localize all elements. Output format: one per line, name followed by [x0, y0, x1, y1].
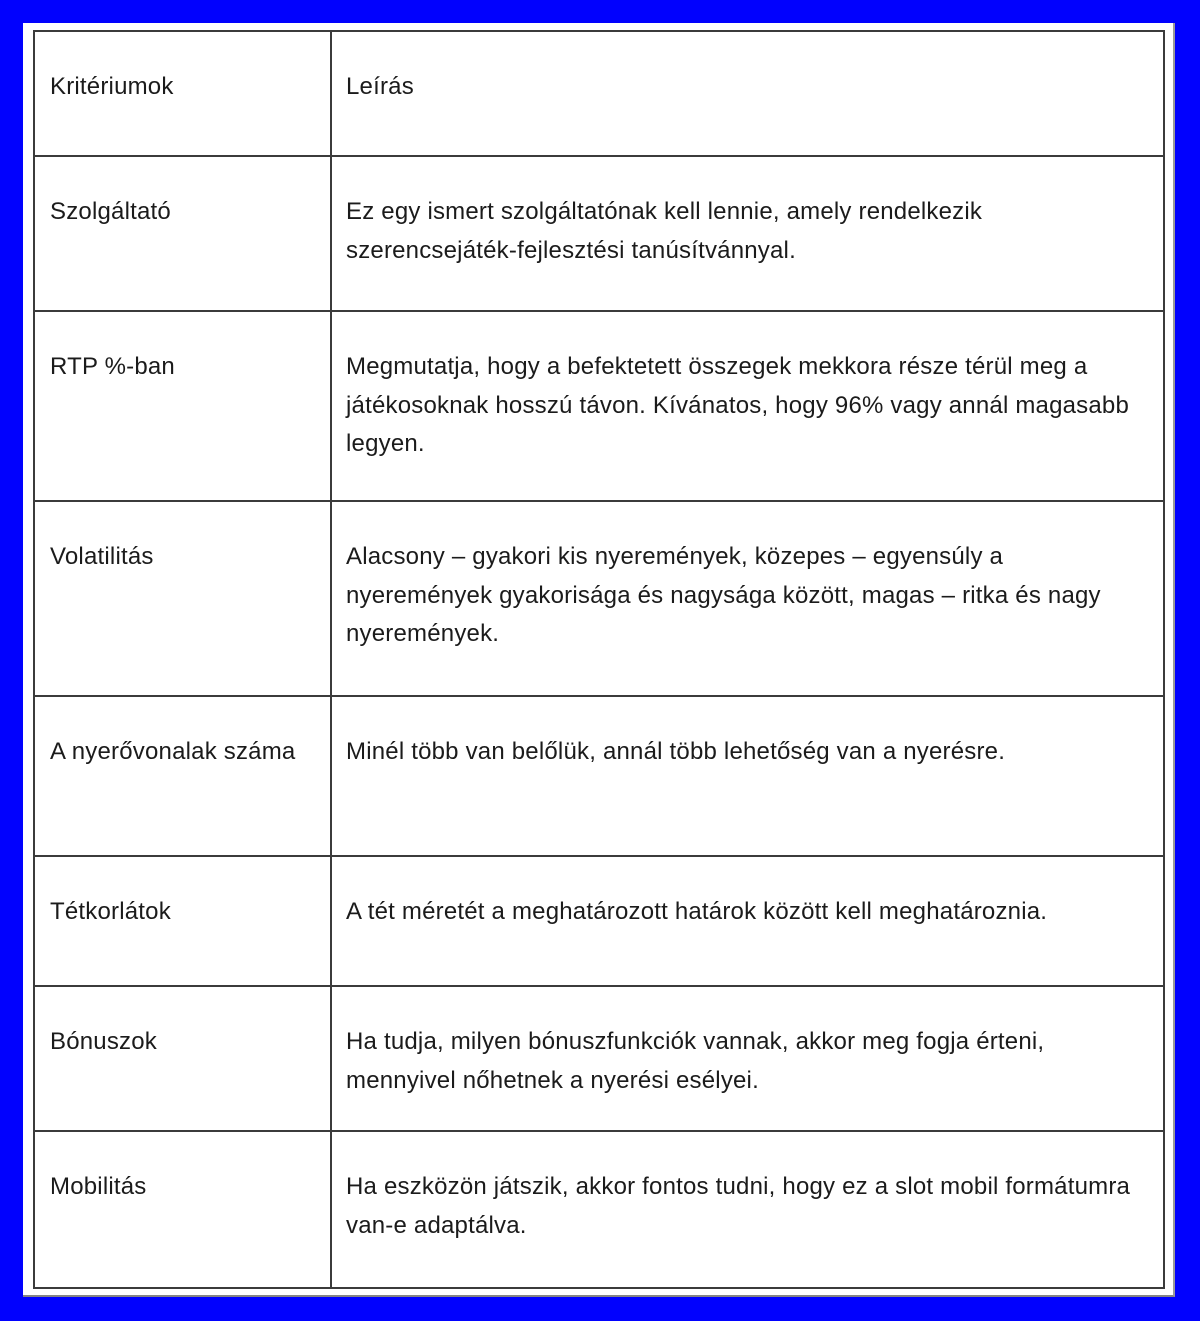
criteria-table: [33, 30, 1165, 1289]
header-cell-criteria: Kritériumok: [34, 31, 331, 156]
row-label: Bónuszok: [34, 986, 331, 1131]
row-label: A nyerővonalak száma: [34, 696, 331, 856]
row-description: Ha eszközön játszik, akkor fontos tudni, hogy ez a slot mobil formátumra van-e adaptálva.: [331, 1131, 1164, 1288]
row-description: Ha tudja, milyen bónuszfunkciók vannak, akkor meg fogja érteni, mennyivel nőhetnek a nyerési esélyei.: [331, 986, 1164, 1131]
row-label: Mobilitás: [34, 1131, 331, 1288]
table-row: [34, 696, 1164, 856]
row-description: A tét méretét a meghatározott határok között kell meghatároznia.: [331, 856, 1164, 986]
table-row: [34, 856, 1164, 986]
table-row: [34, 311, 1164, 501]
row-description: Megmutatja, hogy a befektetett összegek mekkora része térül meg a játékosoknak hosszú távon. Kívánatos, hogy 96% vagy annál magasabb legyen.: [331, 311, 1164, 501]
row-description: Ez egy ismert szolgáltatónak kell lennie, amely rendelkezik szerencsejáték-fejlesztési tanúsítvánnyal.: [331, 156, 1164, 311]
row-label: Szolgáltató: [34, 156, 331, 311]
table-row: [34, 156, 1164, 311]
row-label: Volatilitás: [34, 501, 331, 696]
row-description: Minél több van belőlük, annál több lehetőség van a nyerésre.: [331, 696, 1164, 856]
content-panel: [23, 23, 1175, 1297]
row-description: Alacsony – gyakori kis nyeremények, közepes – egyensúly a nyeremények gyakorisága és nagysága között, magas – ritka és nagy nyeremények.: [331, 501, 1164, 696]
table-row: [34, 986, 1164, 1131]
header-cell-description: Leírás: [331, 31, 1164, 156]
row-label: Tétkorlátok: [34, 856, 331, 986]
row-label: RTP %-ban: [34, 311, 331, 501]
table-row: [34, 1131, 1164, 1288]
table-row: [34, 501, 1164, 696]
table-header-row: [34, 31, 1164, 156]
